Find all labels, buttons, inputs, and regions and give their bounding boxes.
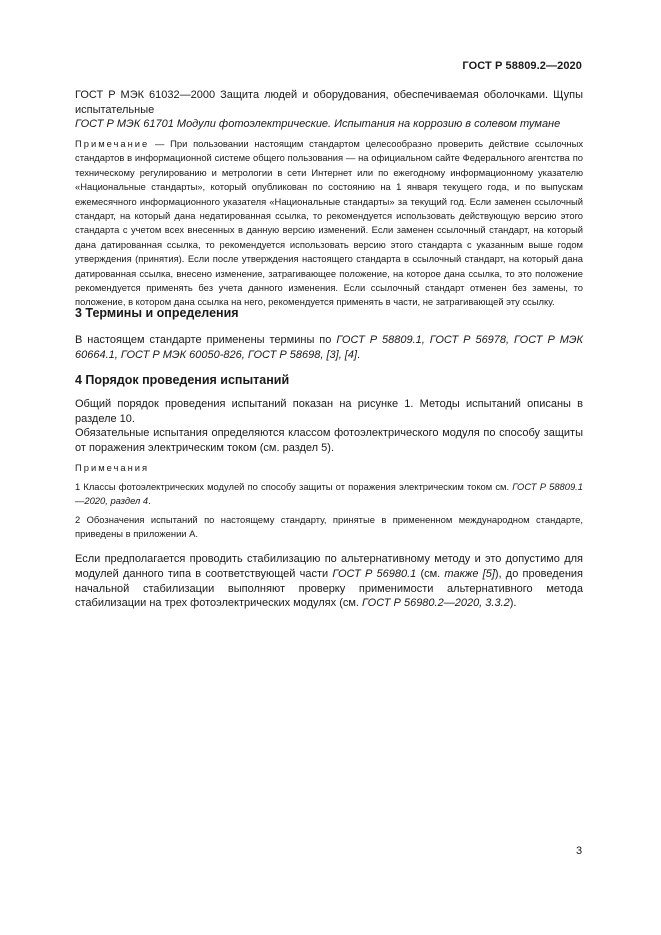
document-code-header: ГОСТ Р 58809.2—2020 <box>462 60 582 72</box>
reference: ГОСТ Р 58809.1—2020, раздел 4 <box>75 480 583 507</box>
reference: также [5] <box>444 568 495 580</box>
text-segment: 1 Классы фотоэлектрических модулей по способу защиты от поражения электрическим током см. <box>75 480 513 492</box>
text-segment: . <box>148 495 151 507</box>
reference-item: ГОСТ Р МЭК 61032—2000 Защита людей и оборудования, обеспечиваемая оболочками. Щупы испытательные <box>75 89 583 116</box>
reference: ГОСТ Р 56980.1 <box>332 568 417 580</box>
text-segment: . <box>357 348 361 361</box>
text-segment: ). <box>509 597 517 610</box>
section-3-paragraph <box>75 333 583 362</box>
section-title: 4 Порядок проведения испытаний <box>75 373 290 387</box>
note-1 <box>75 480 583 509</box>
reference-item: ГОСТ Р МЭК 61701 Модули фотоэлектрические. Испытания на коррозию в солевом тумане <box>75 118 561 130</box>
note-paragraph <box>75 137 583 310</box>
section-4-paragraph-3 <box>75 552 583 610</box>
section-4-paragraph-2: Обязательные испытания определяются классом фотоэлектрического модуля по способу защиты от поражения электрическим током (см. раздел 5). <box>75 427 583 454</box>
reference: ГОСТ Р 56980.2—2020, 3.3.2 <box>362 597 510 610</box>
text-segment: (см. <box>416 568 445 580</box>
note-dash: — <box>155 138 165 149</box>
notes-label: Примечания <box>75 462 150 474</box>
text-segment: В настоящем стандарте применены термины по <box>75 334 337 346</box>
section-title: 3 Термины и определения <box>75 306 239 320</box>
section-3 <box>75 306 583 362</box>
note-label: Примечание <box>75 138 150 149</box>
note-2: 2 Обозначения испытаний по настоящему стандарту, принятые в примененном международном стандарте, приведены в приложении А. <box>75 513 583 539</box>
references-block <box>75 88 583 132</box>
note-block <box>75 137 583 310</box>
notes-heading <box>75 461 583 475</box>
section-4-paragraph-1: Общий порядок проведения испытаний показан на рисунке 1. Методы испытаний описаны в разделе 10. <box>75 398 583 425</box>
section-4 <box>75 373 583 611</box>
reference-list: ГОСТ Р 58809.1, ГОСТ Р 56978, ГОСТ Р МЭК 60664.1, ГОСТ Р МЭК 60050-826, ГОСТ Р 58698, [3], [4] <box>75 334 584 361</box>
text-segment: ), до проведения начальной стабилизации выполняют проверку применимости альтернативного метода стабилизации на трех фотоэлектрических модулях (см. <box>75 568 583 610</box>
text-segment: Если предполагается проводить стабилизацию по альтернативному методу и это допустимо для модулей данного типа в соответствующей части <box>75 553 583 580</box>
page-number: 3 <box>576 845 583 857</box>
note-text: При пользовании настоящим стандартом целесообразно проверить действие ссылочных стандартов в информационной системе общего пользования — на официальном сайте Федерального агентства по техническому регулированию и метрологии в сети Интернет или по ежегодному информационному указателю «Национальные стандарты», который опубликован по состоянию на 1 января текущего года, и по выпускам ежемесячного информационного указателя «Национальные стандарты» за текущий год. Если заменен ссылочный стандарт, на который дана недатированная ссылка, то рекомендуется использовать действующую версию этого стандарта с учетом всех внесенных в данную версию изменений. Если заменен ссылочный стандарт, на который дана датированная ссылка, то рекомендуется использовать версию этого стандарта с указанным выше годом утверждения (принятия). Если после утверждения настоящего стандарта в ссылочный стандарт, на который дана датированная ссылка, внесено изменение, затрагивающее положение, на которое дана ссылка, то это положение рекомендуется применять без учета данного изменения. Если ссылочный стандарт отменен без замены, то положение, в котором дана ссылка на него, рекомендуется применять в части, не затрагивающей эту ссылку. <box>75 138 584 308</box>
